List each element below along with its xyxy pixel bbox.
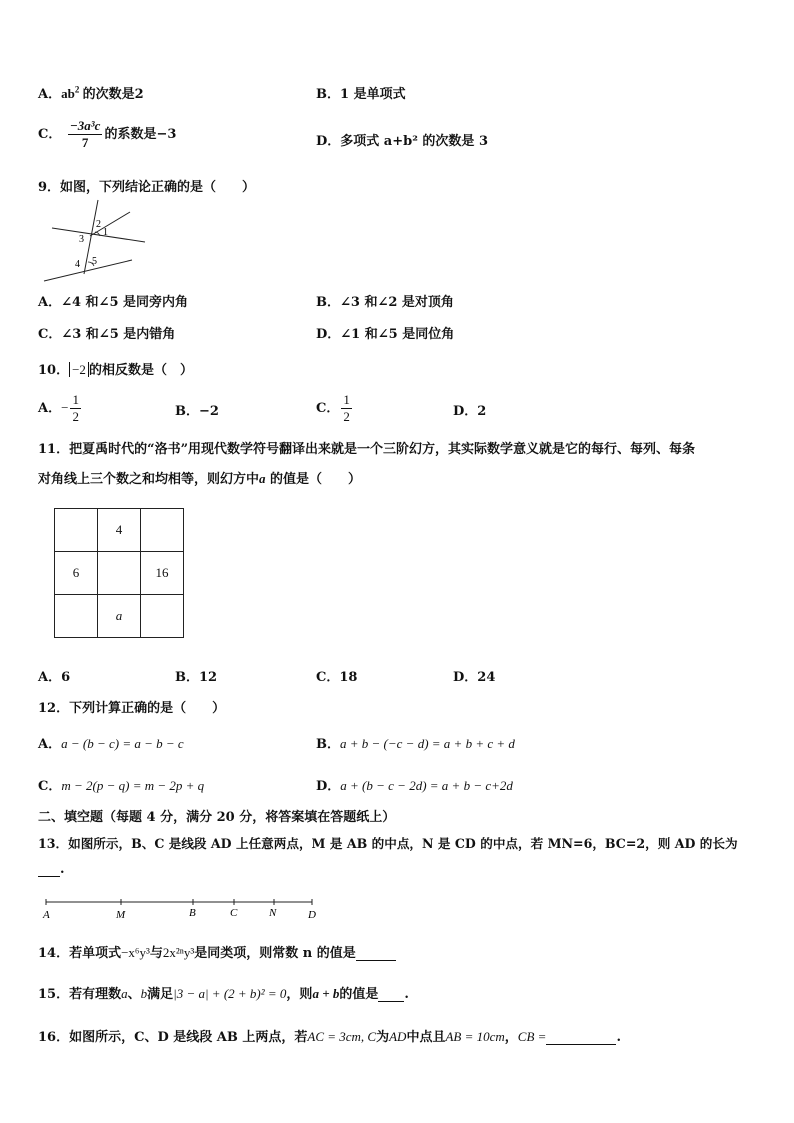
q12-option-c: C．m − 2(p − q) = m − 2p + q — [38, 778, 205, 794]
q8-option-b: B．1 是单项式 — [316, 87, 406, 102]
q12-option-b: B．a + b − (−c − d) = a + b + c + d — [316, 736, 515, 752]
q8-a-expr: $ab^2$ — [61, 84, 80, 101]
q9-option-a: A．∠4 和∠5 是同旁内角 — [38, 295, 189, 310]
q9-label-1: 1 — [103, 227, 108, 238]
q13-label-d: D — [308, 909, 316, 921]
q15-stem: 15．若有理数a、b满足|3 − a| + (2 + b)² = 0，则a + b的值是 . — [38, 986, 409, 1002]
q10-a-fraction: $\frac{1}{2}$ — [72, 392, 79, 424]
q13-stem-line2: . — [38, 862, 65, 877]
q11-option-a: A．6 — [38, 670, 71, 685]
q14-stem: 14．若单项式−x⁶y³与2x²ⁿy³是同类项，则常数 n 的值是 — [38, 942, 396, 961]
q9-label-4: 4 — [75, 259, 80, 270]
q10-option-d: D．2 — [453, 404, 487, 419]
q9-label-3: 3 — [79, 234, 84, 245]
q8-option-a: A．$ab^2$ 的次数是2 — [38, 84, 144, 102]
q10-option-c: C． $\frac{1}{2}$ — [316, 392, 350, 424]
q9-label-2: 2 — [96, 219, 101, 230]
q12-option-d: D．a + (b − c − 2d) = a + b − c+2d — [316, 778, 513, 794]
q13-answer-blank[interactable] — [38, 862, 60, 877]
q10-abs-expr: −2 — [69, 362, 89, 377]
q8-option-d: D．多项式 a+b² 的次数是 3 — [316, 134, 489, 149]
magic-cell — [55, 509, 98, 552]
q9-option-d: D．∠1 和∠5 是同位角 — [316, 327, 455, 342]
q9-line-lower — [44, 260, 132, 281]
section-2-heading: 二、填空题（每题 4 分，满分 20 分，将答案填在答题纸上） — [38, 810, 396, 825]
q13-stem-line1: 13．如图所示，B、C 是线段 AD 上任意两点，M 是 AB 的中点，N 是 CD 的中点，若 MN=6，BC=2，则 AD 的长为 — [38, 836, 738, 851]
q9-option-b: B．∠3 和∠2 是对顶角 — [316, 295, 454, 310]
q9-option-c: C．∠3 和∠5 是内错角 — [38, 327, 176, 342]
q10-stem: 10． −2 的相反数是（ ） — [38, 362, 193, 378]
magic-cell: a — [98, 595, 141, 638]
q11-option-c: C．18 — [316, 670, 358, 685]
q11-stem-line1: 11．把夏禹时代的“洛书”用现代数学符号翻译出来就是一个三阶幻方，其实际数学意义就是它的每行、每列、每条 — [38, 442, 696, 457]
q13-label-b: B — [189, 907, 196, 919]
q9-figure — [40, 198, 150, 284]
q9-label-5: 5 — [92, 256, 97, 267]
q11-option-d: D．24 — [453, 670, 496, 685]
q8-c-fraction: $\frac{\text{−3a³c}}{7}$ — [69, 118, 101, 150]
magic-cell: 16 — [141, 552, 184, 595]
q10-c-fraction: $\frac{1}{2}$ — [343, 392, 350, 424]
q12-option-a: A．a − (b − c) = a − b − c — [38, 736, 184, 752]
q10-option-a: A．− $\frac{1}{2}$ — [38, 392, 79, 424]
q12-stem: 12．下列计算正确的是（ ） — [38, 701, 226, 716]
q11-option-b: B．12 — [175, 670, 218, 685]
q9-stem: 9．如图，下列结论正确的是（ ） — [38, 180, 256, 195]
magic-cell — [55, 595, 98, 638]
q16-answer-blank[interactable] — [546, 1030, 616, 1045]
q14-answer-blank[interactable] — [356, 946, 396, 961]
q13-label-n: N — [269, 907, 277, 919]
magic-square-grid — [54, 508, 184, 638]
q13-label-c: C — [230, 907, 238, 919]
magic-cell: 6 — [55, 552, 98, 595]
q10-option-b: B．−2 — [175, 404, 219, 419]
q11-stem-line2: 对角线上三个数之和均相等，则幻方中a 的值是（ ） — [38, 471, 362, 487]
q9-line-upper — [52, 228, 145, 242]
q13-label-a: A — [43, 909, 50, 921]
q8-option-c: C． $\frac{\text{−3a³c}}{7}$ 的系数是−3 — [38, 118, 177, 150]
magic-cell — [98, 552, 141, 595]
q16-stem: 16．如图所示，C、D 是线段 AB 上两点，若AC = 3cm, C为AD中点且AB = 10cm，CB = . — [38, 1029, 621, 1045]
q15-answer-blank[interactable] — [378, 987, 404, 1002]
q13-segment-figure — [38, 896, 328, 922]
q13-label-m: M — [116, 909, 126, 921]
magic-square — [54, 508, 184, 638]
magic-cell — [141, 595, 184, 638]
magic-cell — [141, 509, 184, 552]
magic-cell: 4 — [98, 509, 141, 552]
